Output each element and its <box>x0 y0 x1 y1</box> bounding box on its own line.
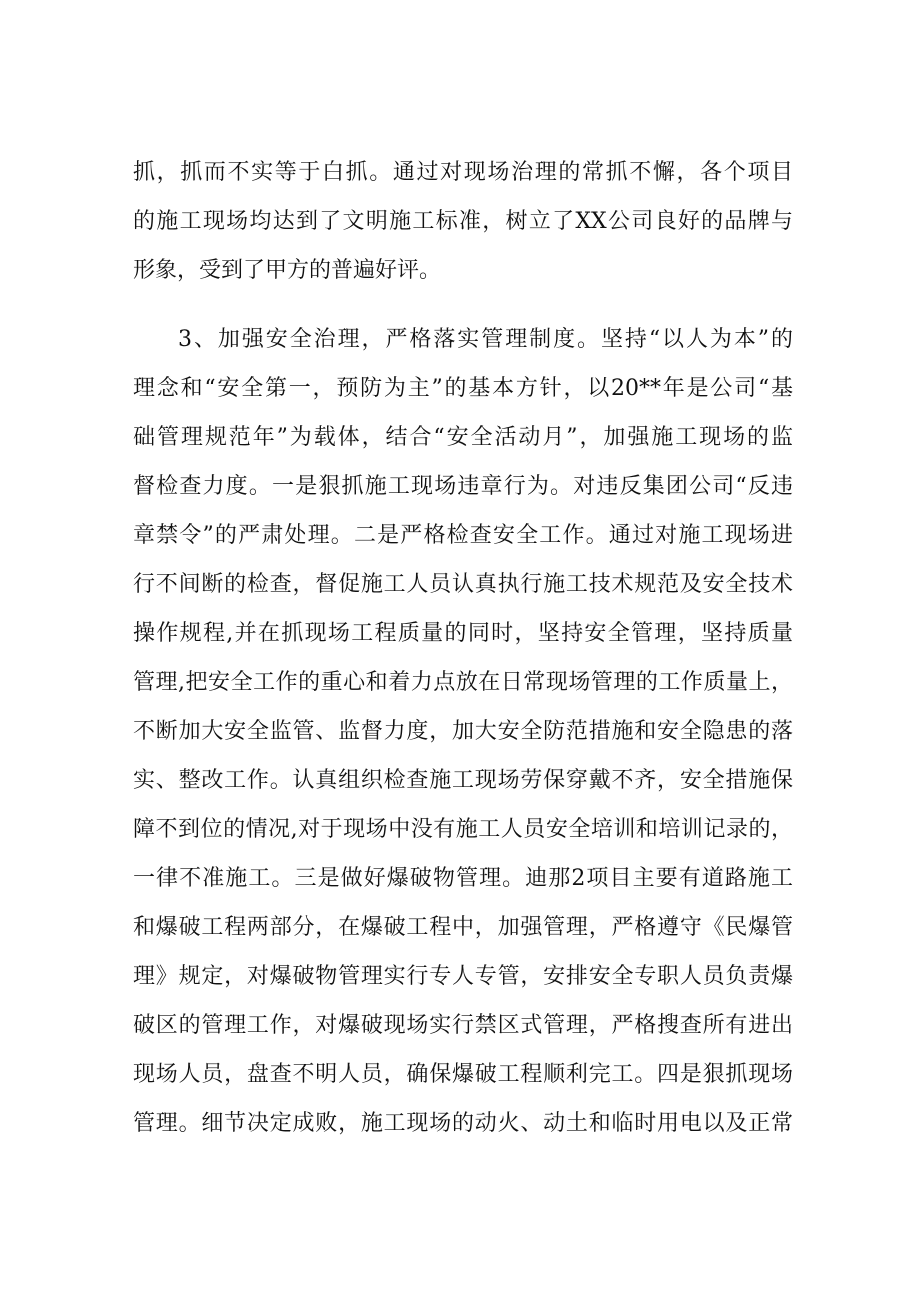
paragraph-2-line-17: 管理。细节决定成败，施工现场的动火、动土和临时用电以及正常 <box>133 1111 793 1136</box>
paragraph-2-line-14: 理》规定，对爆破物管理实行专人专管，安排安全专职人员负责爆 <box>133 964 793 989</box>
paragraph-2-line-9: 不断加大安全监管、监督力度，加大安全防范措施和安全隐患的落 <box>133 719 793 744</box>
paragraph-2-line-11: 障不到位的情况,对于现场中没有施工人员安全培训和培训记录的， <box>133 817 793 842</box>
paragraph-2-line-12: 一律不准施工。三是做好爆破物管理。迪那2项目主要有道路施工 <box>133 866 793 891</box>
paragraph-2-line-4: 督检查力度。一是狠抓施工现场违章行为。对违反集团公司“反违 <box>133 474 793 499</box>
paragraph-2-line-3: 础管理规范年”为载体，结合“安全活动月”，加强施工现场的监 <box>133 425 793 450</box>
paragraph-2-line-1: 3、加强安全治理，严格落实管理制度。坚持“以人为本”的 <box>178 327 793 352</box>
paragraph-2-line-7: 操作规程,并在抓现场工程质量的同时，坚持安全管理，坚持质量 <box>133 621 793 646</box>
paragraph-2-line-10: 实、整改工作。认真组织检查施工现场劳保穿戴不齐，安全措施保 <box>133 768 793 793</box>
paragraph-2-line-6: 行不间断的检查，督促施工人员认真执行施工技术规范及安全技术 <box>133 572 793 597</box>
paragraph-1-line-3: 形象，受到了甲方的普遍好评。 <box>133 258 442 283</box>
paragraph-2-line-13: 和爆破工程两部分，在爆破工程中，加强管理，严格遵守《民爆管 <box>133 915 793 940</box>
paragraph-1-line-2: 的施工现场均达到了文明施工标准，树立了XX公司良好的品牌与 <box>133 209 793 234</box>
paragraph-2-line-15: 破区的管理工作，对爆破现场实行禁区式管理，严格搜查所有进出 <box>133 1013 793 1038</box>
paragraph-2-line-5: 章禁令”的严肃处理。二是严格检查安全工作。通过对施工现场进 <box>133 523 793 548</box>
paragraph-2-line-16: 现场人员，盘查不明人员，确保爆破工程顺利完工。四是狠抓现场 <box>133 1062 793 1087</box>
paragraph-1-line-1: 抓，抓而不实等于白抓。通过对现场治理的常抓不懈，各个项目 <box>133 160 793 185</box>
paragraph-2-line-8: 管理,把安全工作的重心和着力点放在日常现场管理的工作质量上， <box>133 670 793 695</box>
paragraph-2-line-2: 理念和“安全第一，预防为主”的基本方针，以20**年是公司“基 <box>133 376 793 401</box>
